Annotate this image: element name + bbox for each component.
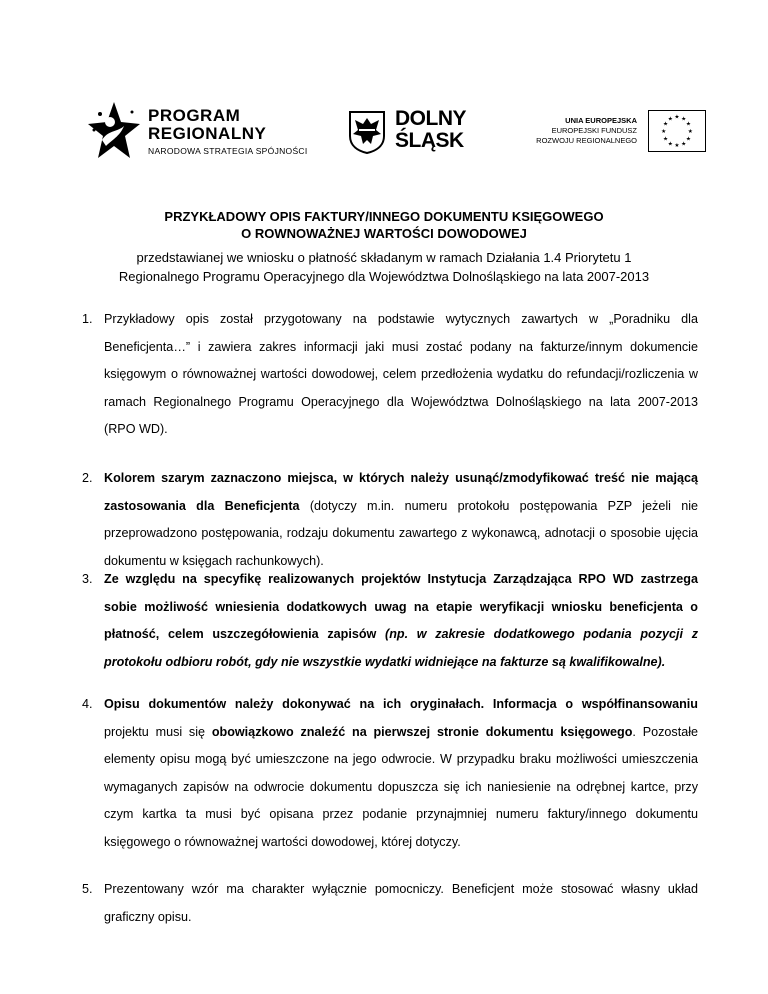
dolny-slask-line1: DOLNY	[395, 107, 466, 130]
program-regionalny-line2: REGIONALNY	[148, 124, 267, 143]
list-item-number: 4.	[82, 697, 93, 711]
document-title-line2: O ROWNOWAŻNEJ WARTOŚCI DOWODOWEJ	[241, 226, 527, 241]
svg-text:★: ★	[674, 114, 680, 121]
list-item-number: 5.	[82, 882, 93, 896]
svg-text:★: ★	[667, 141, 673, 148]
list-item-body	[104, 566, 698, 676]
list-item	[82, 306, 698, 444]
list-item-text: Prezentowany wzór ma charakter wyłącznie pomocniczy. Beneficjent może stosować własny układ graficzny opisu.	[104, 882, 698, 924]
eu-line3: ROZWOJU REGIONALNEGO	[536, 136, 637, 145]
list-item	[82, 465, 698, 575]
svg-text:★: ★	[681, 141, 687, 148]
eu-line2: EUROPEJSKI FUNDUSZ	[551, 126, 637, 135]
list-item-number: 1.	[82, 312, 93, 326]
svg-text:★: ★	[685, 136, 691, 143]
list-item	[82, 876, 698, 931]
program-regionalny-logo	[88, 100, 318, 164]
svg-text:★: ★	[667, 116, 673, 123]
svg-text:★: ★	[663, 136, 669, 143]
eagle-crest-icon	[348, 110, 386, 154]
list-item	[82, 566, 698, 676]
list-item	[82, 691, 698, 856]
program-regionalny-star-icon	[88, 100, 140, 164]
svg-text:★: ★	[687, 128, 693, 135]
eu-line1: UNIA EUROPEJSKA	[565, 116, 637, 125]
list-item-text: projektu musi się	[104, 724, 212, 739]
list-item-bold-text: Opisu dokumentów należy dokonywać na ich oryginałach. Informacja o współfinansowaniu	[104, 697, 698, 711]
list-item-body	[104, 691, 698, 856]
eu-logo	[527, 110, 707, 154]
list-item-body	[104, 465, 698, 575]
document-title-line1: PRZYKŁADOWY OPIS FAKTURY/INNEGO DOKUMENTU KSIĘGOWEGO	[164, 209, 604, 224]
list-item-text: . Pozostałe elementy opisu mogą być umieszczone na jego odwrocie. W przypadku braku możliwości umieszczenia wymaganych zapisów na odwrocie dokumentu dopuszcza się ich naniesienie na odrębnej kartce, przy czym kartka ta musi być opisana przez podanie przynajmniej numeru faktury/innego dokumentu księgowego o równoważnej wartości dowodowej, której dotyczy.	[104, 724, 698, 849]
eu-flag-icon	[648, 110, 706, 152]
list-item-number: 2.	[82, 471, 93, 485]
subtitle-line1: przedstawianej we wniosku o płatność składanym w ramach Działania 1.4 Priorytetu 1	[136, 250, 632, 265]
list-item-text: (dotyczy m.in. numeru protokołu postępowania PZP jeżeli nie przeprowadzono postępowania, rodzaju dokumentu zawartego z wykonawcą, adnotacji o sposobie ujęcia dokumentu w księgach rachunkowych).	[104, 498, 699, 568]
subtitle-line2: Regionalnego Programu Operacyjnego dla Województwa Dolnośląskiego na lata 2007-2013	[118, 269, 650, 284]
svg-text:★: ★	[685, 121, 691, 128]
eu-text	[536, 116, 637, 146]
list-item-number: 3.	[82, 572, 93, 586]
list-item-text: Przykładowy opis został przygotowany na podstawie wytycznych zawartych w „Poradniku dla Beneficjenta…” i zawiera zakres informacji jaki musi zostać podany na fakturze/innym dokumencie księgowym o równoważnej wartości dowodowej, celem przedłożenia wydatku do refundacji/rozliczenia w ramach Regionalnego Programu Operacyjnego dla Województwa Dolnośląskiego na lata 2007-2013 (RPO WD).	[104, 312, 698, 436]
dolny-slask-logo	[348, 108, 483, 158]
program-regionalny-line3: NARODOWA STRATEGIA SPÓJNOŚCI	[148, 146, 308, 156]
header-logos	[0, 0, 768, 175]
svg-text:★: ★	[674, 143, 680, 150]
list-item-bold-text: Ze względu na specyfikę realizowanych projektów Instytucja Zarządzająca RPO WD zastrzega sobie możliwość wniesienia dodatkowych uwag na etapie weryfikacji wniosku beneficjenta o płatność, celem uszczegółowienia zapisów	[104, 572, 698, 641]
list-item-italic-text: (np. w zakresie dodatkowego podania pozycji z protokołu odbioru robót, gdy nie wszystkie wydatki widniejące na fakturze są kwalifikowalne).	[104, 627, 698, 669]
svg-text:★: ★	[681, 116, 687, 123]
svg-text:★: ★	[663, 121, 669, 128]
dolny-slask-line2: ŚLĄSK	[395, 129, 464, 152]
svg-text:★: ★	[661, 128, 667, 135]
program-regionalny-line1: PROGRAM	[148, 106, 241, 125]
list-item-bold-text: obowiązkowo znaleźć na pierwszej stronie dokumentu księgowego	[211, 724, 633, 739]
list-item-bold-text: Kolorem szarym zaznaczono miejsca, w których należy usunąć/zmodyfikować treść nie mającą zastosowania dla Beneficjenta	[104, 471, 698, 513]
